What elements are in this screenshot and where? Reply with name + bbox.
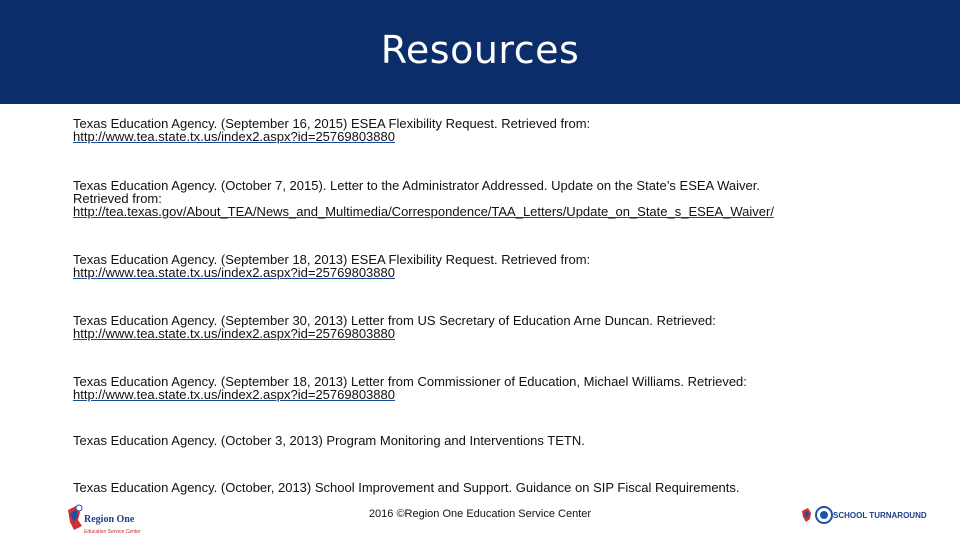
slide-title: Resources: [380, 28, 580, 72]
reference-citation: Texas Education Agency. (October 7, 2015). Letter to the Administrator Addressed. Update on the State’s ESEA Waiver.: [73, 178, 760, 193]
reference-link[interactable]: http://www.tea.state.tx.us/index2.aspx?id=25769803880: [73, 129, 395, 144]
reference-citation: Texas Education Agency. (October 3, 2013) Program Monitoring and Interventions TETN.: [73, 433, 585, 448]
reference-item: [73, 375, 893, 401]
reference-item: [73, 314, 893, 340]
reference-citation-cont: Retrieved from:: [73, 191, 162, 206]
reference-citation: Texas Education Agency. (September 16, 2015) ESEA Flexibility Request. Retrieved from:: [73, 116, 591, 131]
logo-name: SCHOOL TURNAROUND: [833, 511, 927, 520]
reference-citation: Texas Education Agency. (September 18, 2013) ESEA Flexibility Request. Retrieved from:: [73, 252, 591, 267]
reference-link[interactable]: http://www.tea.state.tx.us/index2.aspx?id=25769803880: [73, 387, 395, 402]
title-banner: [0, 0, 960, 104]
reference-item: [73, 179, 893, 218]
reference-link[interactable]: http://www.tea.state.tx.us/index2.aspx?id=25769803880: [73, 265, 395, 280]
reference-item: [73, 253, 893, 279]
logo-tagline: Education Service Center: [84, 529, 141, 535]
reference-citation: Texas Education Agency. (September 18, 2013) Letter from Commissioner of Education, Michael Williams. Retrieved:: [73, 374, 747, 389]
reference-citation: Texas Education Agency. (October, 2013) School Improvement and Support. Guidance on SIP Fiscal Requirements.: [73, 480, 740, 495]
footer-copyright: 2016 ©Region One Education Service Center: [368, 508, 592, 520]
reference-item: [73, 481, 893, 494]
reference-link[interactable]: http://www.tea.state.tx.us/index2.aspx?id=25769803880: [73, 326, 395, 341]
logo-name: Region One: [84, 514, 135, 525]
reference-item: [73, 117, 893, 143]
reference-citation: Texas Education Agency. (September 30, 2013) Letter from US Secretary of Education Arne Duncan. Retrieved:: [73, 313, 716, 328]
school-turnaround-logo: [800, 503, 927, 527]
reference-link[interactable]: http://tea.texas.gov/About_TEA/News_and_Multimedia/Correspondence/TAA_Letters/Update_on_State_s_ESEA_Waiver/: [73, 204, 774, 219]
reference-item: [73, 434, 893, 447]
